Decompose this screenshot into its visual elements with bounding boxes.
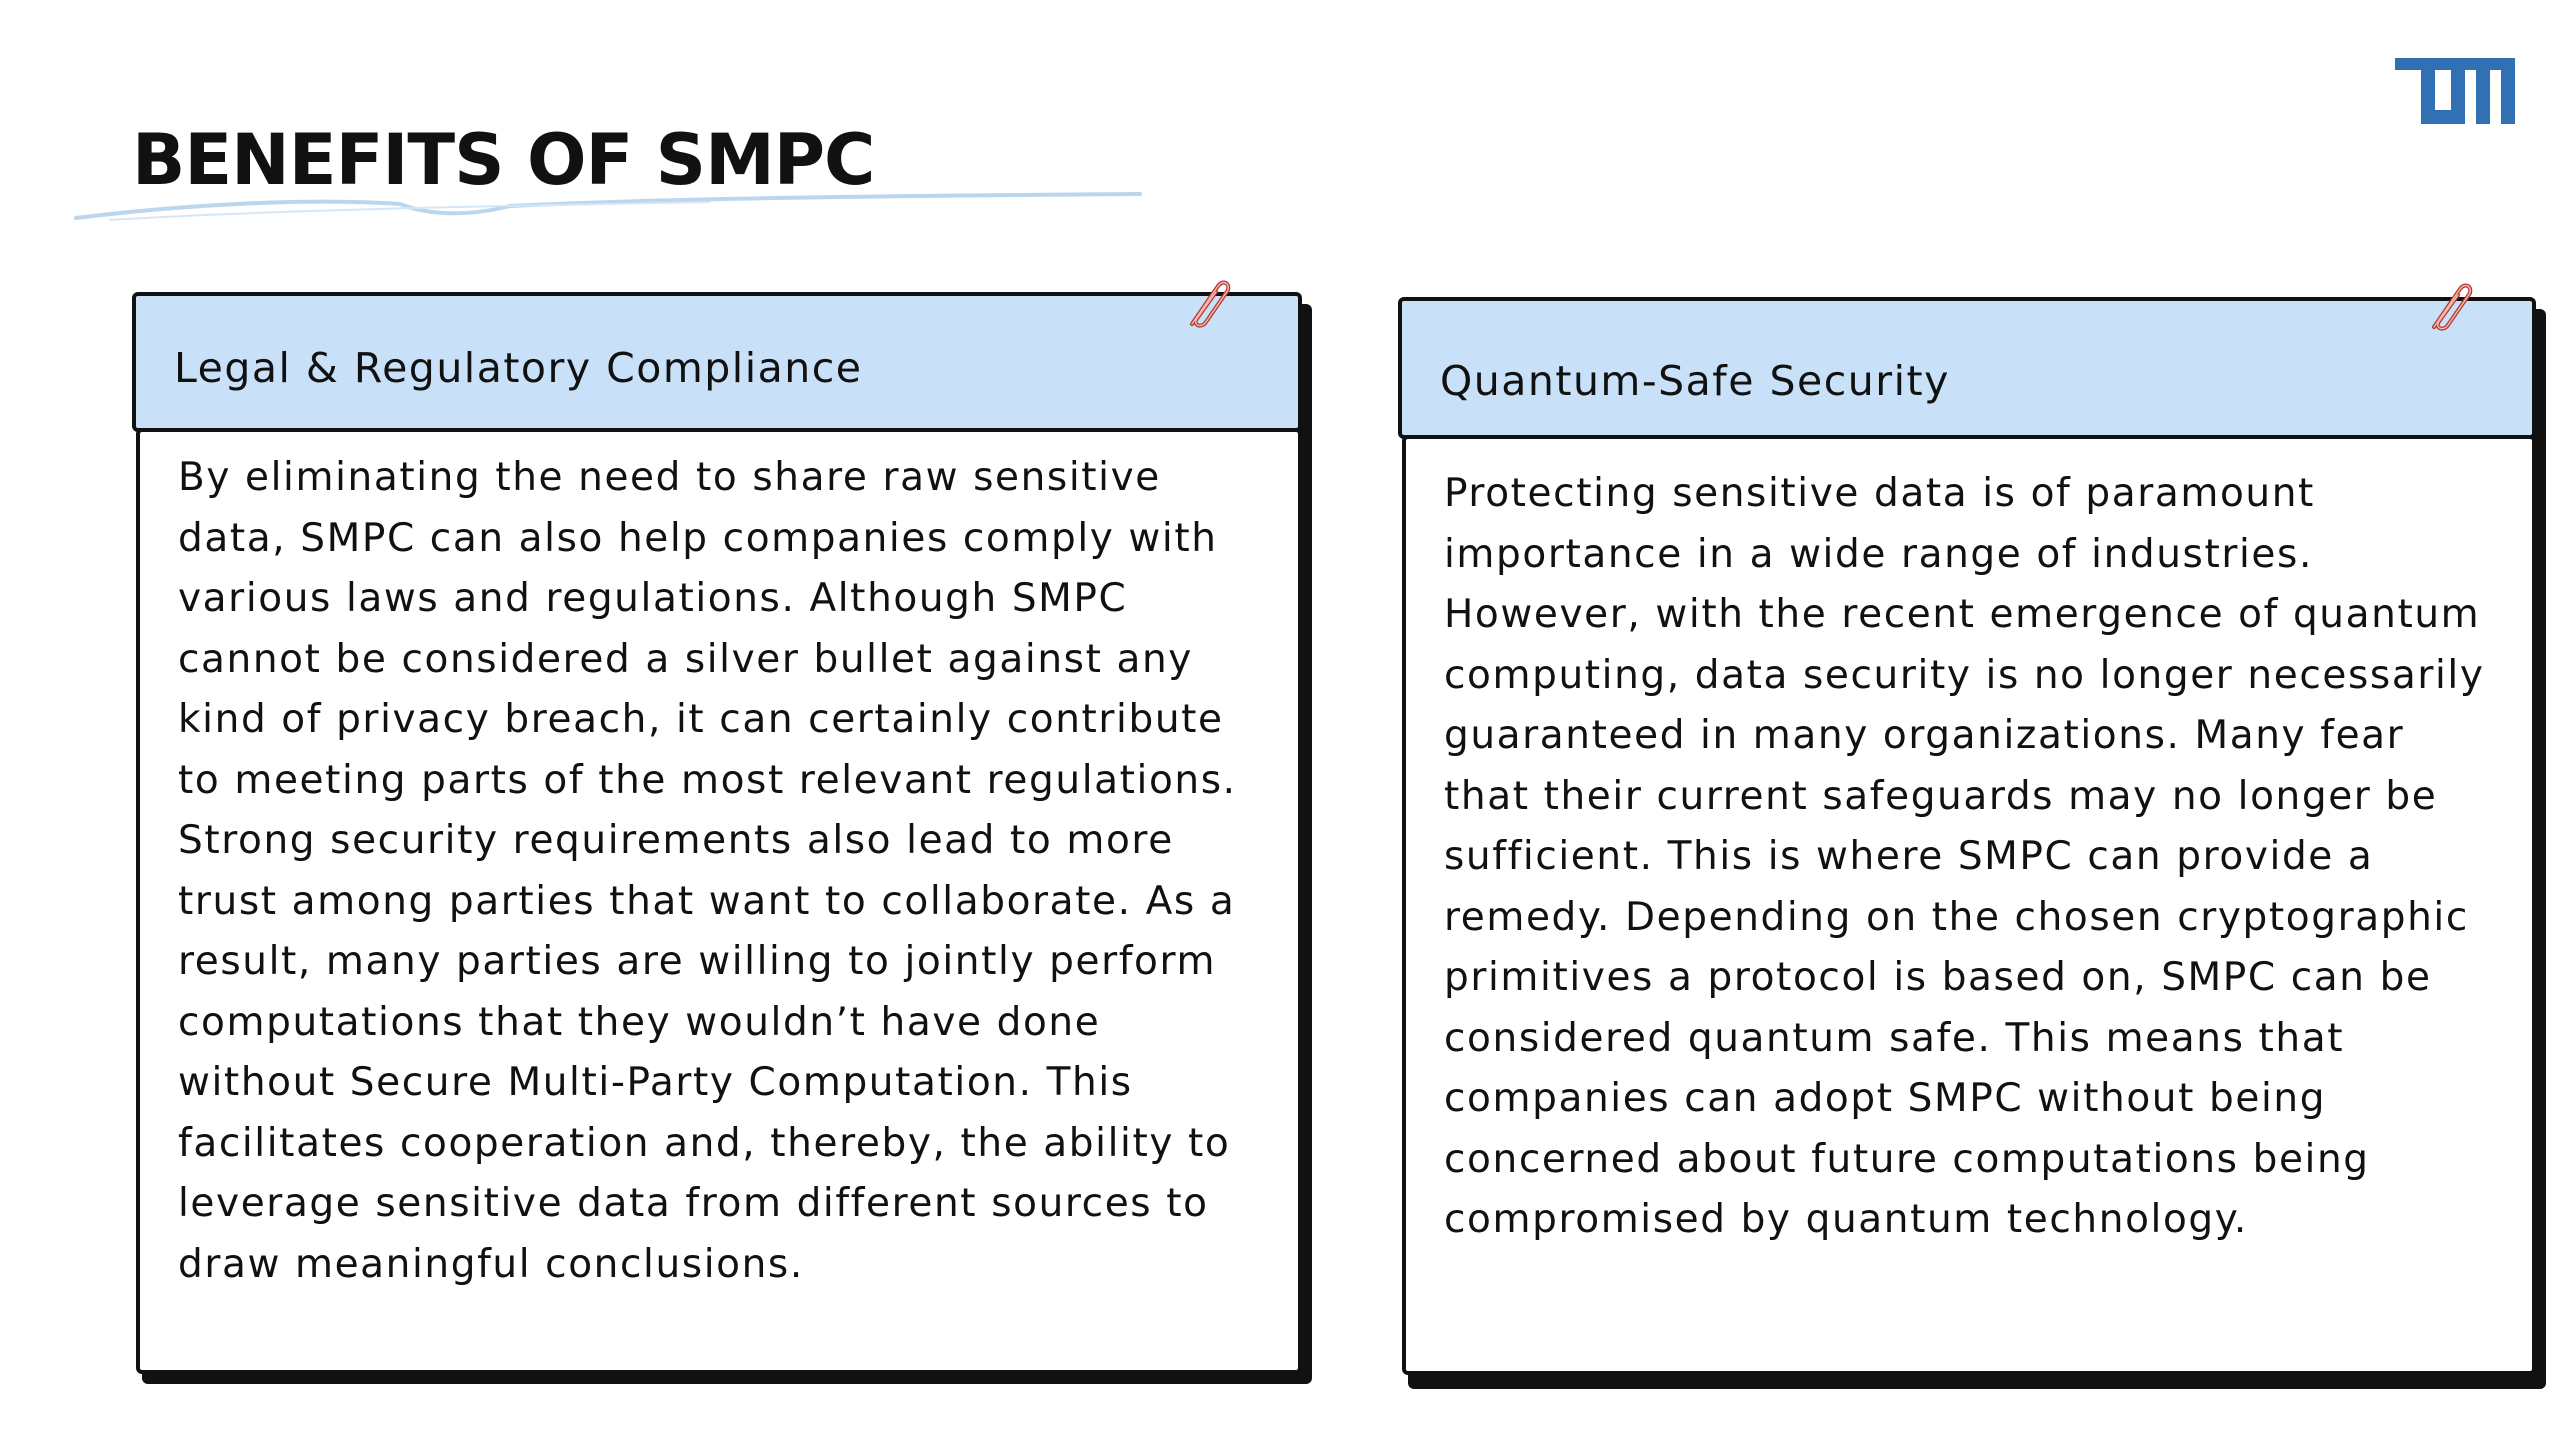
card-heading: Quantum-Safe Security <box>1440 357 1950 405</box>
paperclip-icon <box>1178 272 1234 334</box>
title-underline-decoration <box>70 190 1150 230</box>
card-header <box>1398 297 2536 439</box>
card-body <box>1402 435 2536 1375</box>
card-body-text: By eliminating the need to share raw sensitive data, SMPC can also help companies comply with various laws and regulations. Although SMPC cannot be considered a silver bullet against any kind of privacy breach, it can certainly contribute to meeting parts of the most relevant regulations. Strong security requirements also lead to more trust among parties that want to collaborate. As a result, many parties are willing to jointly perform computations that they wouldn’t have done without Secure Multi-Party Computation. This facilitates cooperation and, thereby, the ability to leverage sensitive data from different sources to draw meaningful conclusions. <box>178 455 1237 1287</box>
page-title: BENEFITS OF SMPC <box>132 119 875 201</box>
card-body-text: Protecting sensitive data is of paramount importance in a wide range of industries. However, with the recent emergence of quantum computing, data security is no longer necessarily guaranteed in many organizations. Many fear that their current safeguards may no longer be sufficient. This is where SMPC can provide a remedy. Depending on the chosen cryptographic primitives a protocol is based on, SMPC can be considered quantum safe. This means that companies can adopt SMPC without being concerned about future computations being compromised by quantum technology. <box>1444 471 2485 1242</box>
card-header <box>132 292 1302 432</box>
card-body <box>136 428 1302 1374</box>
card-heading: Legal & Regulatory Compliance <box>174 344 863 392</box>
card-legal-compliance <box>132 292 1312 1384</box>
tum-logo-icon <box>2395 58 2515 124</box>
card-quantum-security <box>1398 297 2546 1389</box>
paperclip-icon <box>2420 275 2476 337</box>
